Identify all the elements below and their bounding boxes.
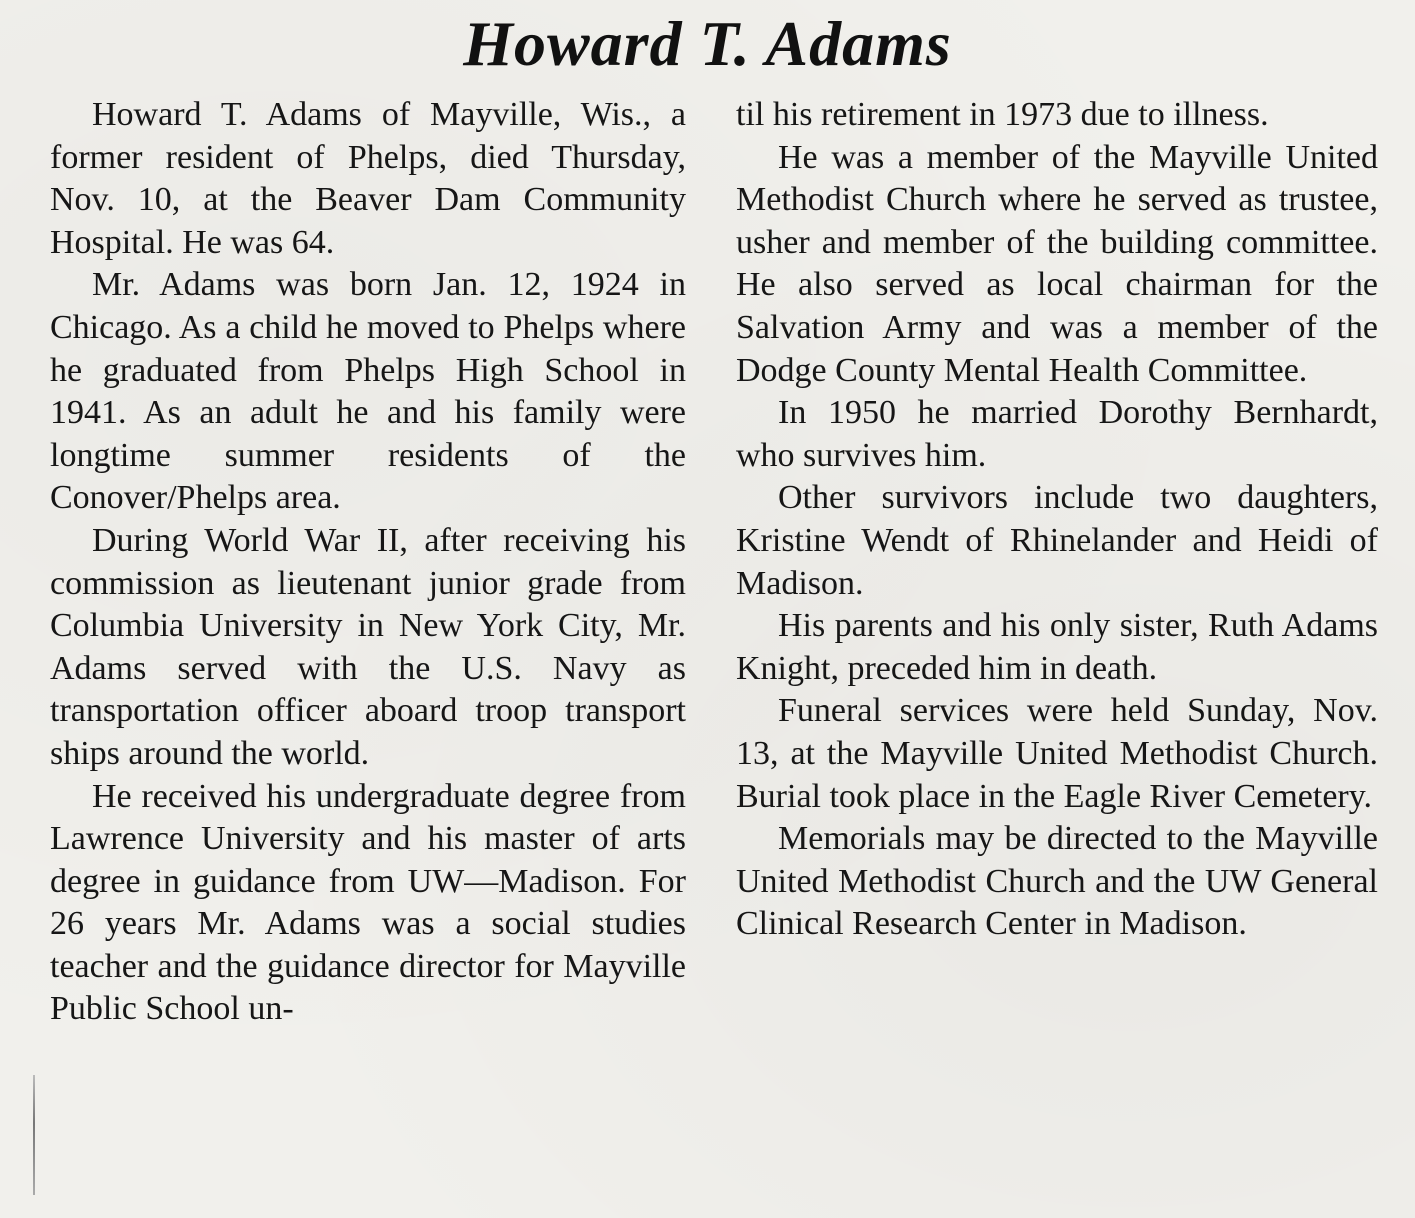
paragraph-funeral: Funeral services were held Sunday, Nov. 13, at the Mayville United Methodist Church. Burial took place in the Eagle River Cemetery. [736,692,1378,815]
paragraph-memorials: Memorials may be directed to the Mayville United Methodist Church and the UW General Clinical Research Center in Madison. [736,820,1378,943]
right-column [736,94,1378,946]
paragraph-career-continued: til his retirement in 1973 due to illness. [736,96,1269,133]
paragraph-marriage: In 1950 he married Dorothy Bernhardt, who survives him. [736,394,1378,474]
left-column [50,94,686,1031]
obituary-headline: Howard T. Adams [463,8,952,79]
clipping-edge-mark [33,1075,35,1195]
paragraph-education-career: He received his undergraduate degree from Lawrence University and his master of arts degree in guidance from UW—Madison. For 26 years Mr. Adams was a social studies teacher and the guidance director for Mayville Public School un- [50,777,686,1028]
paragraph-death-notice: Howard T. Adams of Mayville, Wis., a former resident of Phelps, died Thursday, Nov. 10, at the Beaver Dam Community Hospital. He was 64. [50,96,686,261]
paragraph-military-service: During World War II, after receiving his commission as lieutenant junior grade from Columbia University in New York City, Mr. Adams served with the U.S. Navy as transportation officer aboard troop transport ships around the world. [50,521,686,772]
paragraph-church-community: He was a member of the Mayville United Methodist Church where he served as trustee, usher and member of the building committee. He also served as local chairman for the Salvation Army and was a member of the Dodge County Mental Health Committee. [736,138,1378,389]
paragraph-survivors: Other survivors include two daughters, Kristine Wendt of Rhinelander and Heidi of Madison. [736,479,1378,602]
paragraph-early-life: Mr. Adams was born Jan. 12, 1924 in Chicago. As a child he moved to Phelps where he graduated from Phelps High School in 1941. As an adult he and his family were longtime summer residents of the Conover/Phelps area. [50,266,686,517]
paragraph-preceded-in-death: His parents and his only sister, Ruth Adams Knight, preceded him in death. [736,607,1378,687]
